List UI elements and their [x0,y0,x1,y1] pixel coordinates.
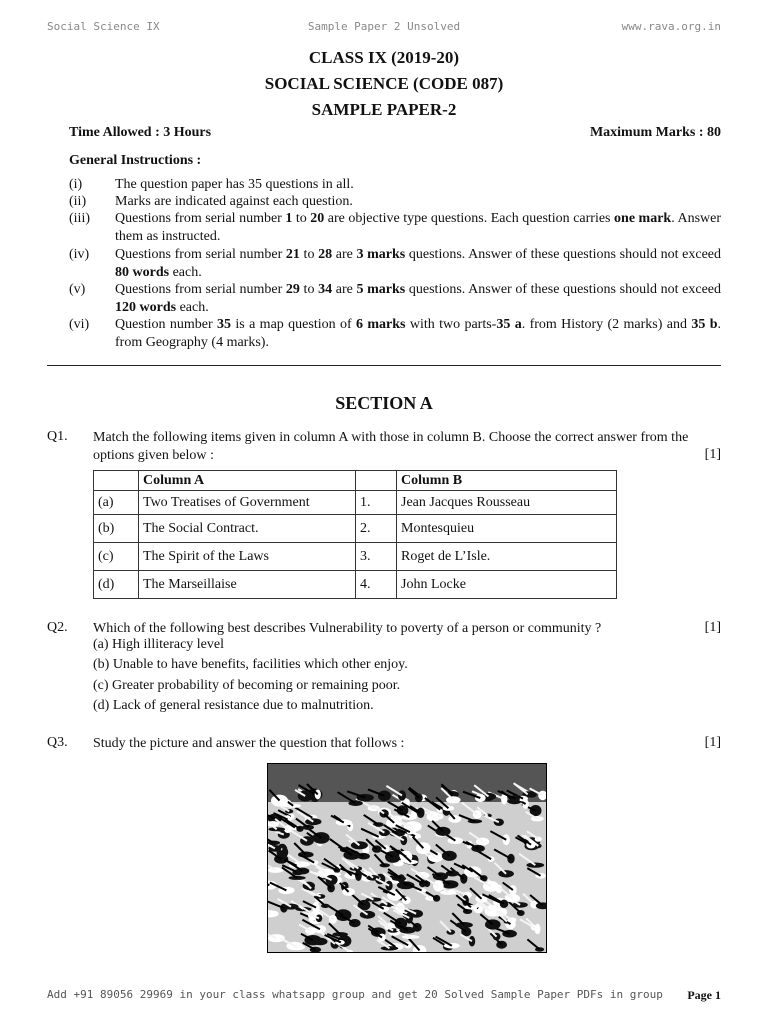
row-item-a: Two Treatises of Government [139,491,356,515]
row-item-a: The Marseillaise [139,571,356,599]
header-subject: Social Science IX [47,20,160,33]
crowd-figure [315,789,321,799]
row-label-b: 4. [356,571,397,599]
crowd-figure [511,795,520,803]
crowd-figure [326,875,338,885]
q2-option: (a) High illiteracy level [93,637,224,652]
table-row [94,543,617,571]
instruction-text: Questions from serial number 29 to 34 are 5 marks questions. Answer of these questions should not exceed 120 words each. [115,282,722,315]
q3-text: Study the picture and answer the question that follows : [93,736,405,751]
instruction-number: (v) [69,282,86,297]
instruction-item [69,210,721,245]
crowd-figure [342,888,355,896]
section-title: SECTION A [335,393,433,413]
divider [47,365,721,366]
crowd-figure [268,867,283,873]
instruction-number: (iv) [69,247,90,262]
table-row [94,491,617,515]
instruction-text: Marks are indicated against each question. [115,194,353,209]
table-header-cell [356,471,397,491]
instruction-number: (iii) [69,211,90,226]
instruction-text: Questions from serial number 1 to 20 are objective type questions. Each question carries one mark. Answer them as instructed. [115,211,722,244]
crowd-figure [475,794,486,802]
crowd-figure [464,905,477,909]
q1-text: Match the following items given in column A with those in column B. Choose the correct answer from the options given below : [93,430,689,463]
instruction-item [69,193,721,211]
crowd-figure [446,796,461,803]
instruction-number: (vi) [69,317,90,332]
q2-option: (d) Lack of general resistance due to malnutrition. [93,698,374,713]
table-row [94,571,617,599]
header-website-link[interactable]: www.rava.org.in [621,20,721,33]
q2-option: (c) Greater probability of becoming or remaining poor. [93,678,401,693]
crowd-figure [435,827,450,836]
q1-number: Q1. [47,429,68,444]
instruction-item [69,281,721,316]
row-label-b: 3. [356,543,397,571]
row-item-b: Jean Jacques Rousseau [397,491,617,515]
row-item-a: The Social Contract. [139,515,356,543]
q2-number: Q2. [47,620,68,635]
instruction-item [69,246,721,281]
instruction-text: Question number 35 is a map question of 6 marks with two parts-35 a. from History (2 marks) and 35 b. from Geography (4 marks). [115,317,722,350]
title-class: CLASS IX (2019-20) [308,48,460,67]
row-label-a: (d) [94,571,139,599]
page-number: Page 1 [687,988,721,1002]
crowd-figure [443,806,455,811]
instructions-heading: General Instructions : [69,153,202,168]
row-item-b: Montesquieu [397,515,617,543]
crowd-figure [285,804,301,808]
q2-marks: [1] [704,620,721,635]
instruction-item [69,176,721,194]
crowd-figure [469,936,475,947]
q1-marks: [1] [704,447,721,462]
column-a-header: Column A [139,471,356,491]
header-paper-name: Sample Paper 2 Unsolved [307,20,461,33]
crowd-figure [289,876,306,880]
row-label-a: (a) [94,491,139,515]
instruction-item [69,316,721,351]
footer-promo: Add +91 89056 29969 in your class whatsapp group and get 20 Solved Sample Paper PDFs in group [47,988,663,1001]
crowd-photo [267,763,547,953]
crowd-figure [332,932,348,936]
row-label-b: 2. [356,515,397,543]
crowd-figure [379,863,390,867]
q3-number: Q3. [47,735,68,750]
title-sample-paper: SAMPLE PAPER-2 [311,100,457,119]
instruction-number: (i) [69,177,83,192]
crowd-figure [268,827,285,831]
row-label-a: (c) [94,543,139,571]
row-label-a: (b) [94,515,139,543]
table-header-row [94,471,617,491]
instruction-text: Questions from serial number 21 to 28 are 3 marks questions. Answer of these questions should not exceed 80 words each. [115,247,722,280]
row-label-b: 1. [356,491,397,515]
title-subject: SOCIAL SCIENCE (CODE 087) [264,74,504,93]
table-row [94,515,617,543]
crowd-salute-image [268,764,546,952]
crowd-figure [512,902,527,908]
maximum-marks: Maximum Marks : 80 [589,125,721,140]
row-item-b: John Locke [397,571,617,599]
row-item-a: The Spirit of the Laws [139,543,356,571]
instruction-text: The question paper has 35 questions in all. [115,177,354,192]
time-allowed: Time Allowed : 3 Hours [69,125,212,140]
crowd-figure [402,935,420,939]
q3-marks: [1] [704,735,721,750]
crowd-figure [351,841,368,849]
q2-text: Which of the following best describes Vulnerability to poverty of a person or community ? [93,621,602,636]
instruction-number: (ii) [69,194,87,209]
row-item-b: Roget de L’Isle. [397,543,617,571]
column-b-header: Column B [397,471,617,491]
crowd-figure [400,836,407,845]
match-table [93,470,617,599]
crowd-figure [509,885,517,895]
table-header-cell [94,471,139,491]
q2-option: (b) Unable to have benefits, facilities which other enjoy. [93,657,408,672]
